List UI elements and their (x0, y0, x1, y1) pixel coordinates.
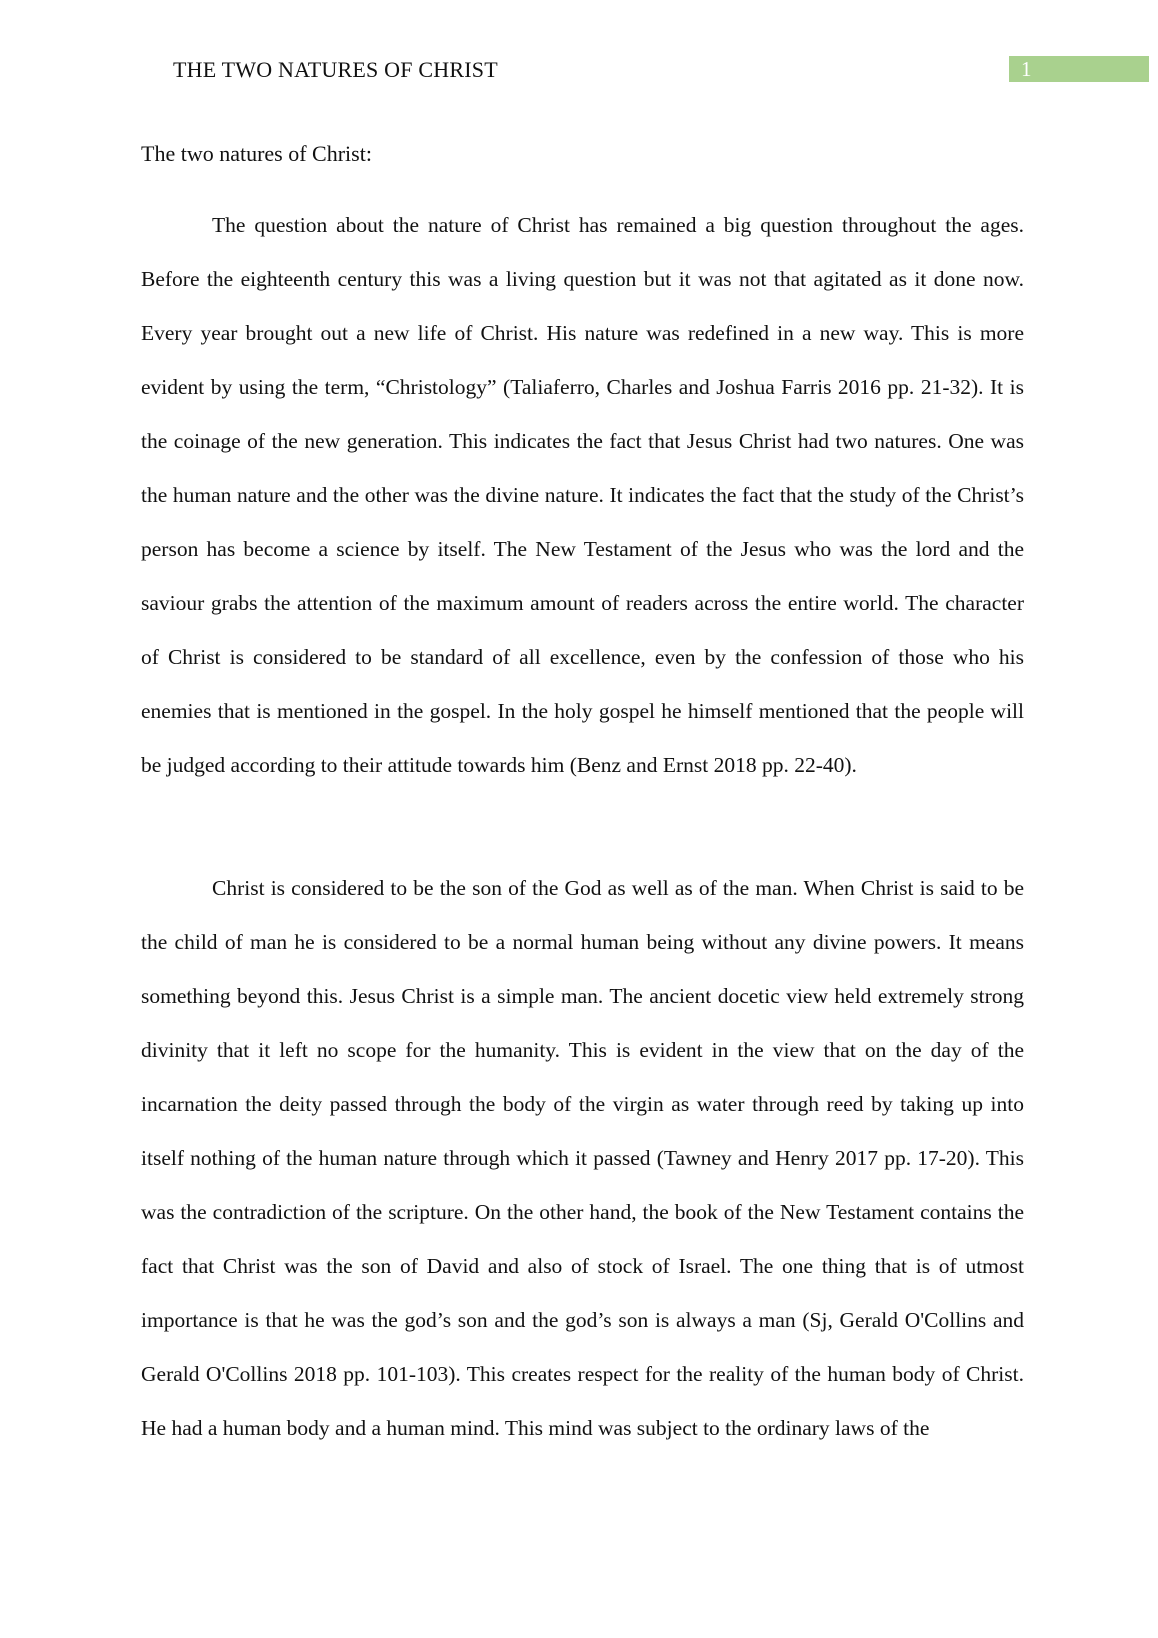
page-number: 1 (1009, 56, 1149, 82)
paragraph (141, 861, 1024, 1455)
running-head: THE TWO NATURES OF CHRIST (173, 57, 498, 82)
paragraph-text: The question about the nature of Christ has remained a big question throughout the ages. Before the eighteenth century this was a living question but it was not that agitated as it done now. Every year brought out a new life of Christ. His nature was redefined in a new way. This is more evident by using the term, “Christology” (Taliaferro, Charles and Joshua Farris 2016 pp. 21-32). It is the coinage of the new generation. This indicates the fact that Jesus Christ had two natures. One was the human nature and the other was the divine nature. It indicates the fact that the study of the Christ’s person has become a science by itself. The New Testament of the Jesus who was the lord and the saviour grabs the attention of the maximum amount of readers across the entire world. The character of Christ is considered to be standard of all excellence, even by the confession of those who his enemies that is mentioned in the gospel. In the holy gospel he himself mentioned that the people will be judged according to their attitude towards him (Benz and Ernst 2018 pp. 22-40). (141, 213, 1024, 777)
paragraph-text: Christ is considered to be the son of the God as well as of the man. When Christ is said to be the child of man he is considered to be a normal human being without any divine powers. It means something beyond this. Jesus Christ is a simple man. The ancient docetic view held extremely strong divinity that it left no scope for the humanity. This is evident in the view that on the day of the incarnation the deity passed through the body of the virgin as water through reed by taking up into itself nothing of the human nature through which it passed (Tawney and Henry 2017 pp. 17-20). This was the contradiction of the scripture. On the other hand, the book of the New Testament contains the fact that Christ was the son of David and also of stock of Israel. The one thing that is of utmost importance is that he was the god’s son and the god’s son is always a man (Sj, Gerald O'Collins and Gerald O'Collins 2018 pp. 101-103). This creates respect for the reality of the human body of Christ. He had a human body and a human mind. This mind was subject to the ordinary laws of the (141, 876, 1024, 1440)
paragraph (141, 198, 1024, 792)
document-title: The two natures of Christ: (141, 141, 372, 166)
